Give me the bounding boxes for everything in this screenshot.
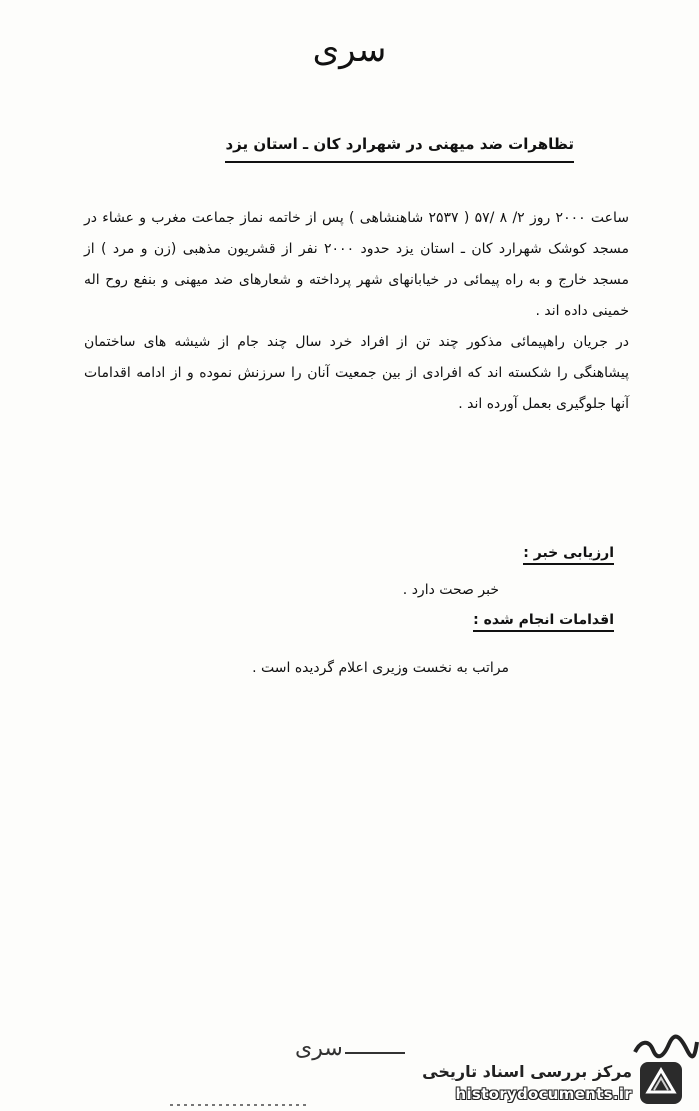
document-body — [84, 203, 629, 420]
archive-watermark — [414, 1060, 684, 1108]
evaluation-label: ارزیابی خبر : — [523, 545, 614, 565]
watermark-url[interactable]: historydocuments.ir — [455, 1085, 632, 1103]
classification-header: سری — [312, 30, 387, 70]
bottom-dotted-line — [170, 1104, 310, 1106]
archive-logo-icon — [638, 1060, 684, 1106]
document-subject: تظاهرات ضد میهنی در شهرارد کان ـ استان یزد — [225, 135, 574, 163]
actions-label: اقدامات انجام شده : — [473, 612, 614, 632]
body-paragraph: ساعت ۲۰۰۰ روز ۲/ ۸ /۵۷ ( ۲۵۳۷ شاهنشاهی ) پس از خاتمه نماز جماعت مغرب و عشاء در مسجد کوشک شهرارد کان ـ استان یزد حدود ۲۰۰۰ نفر از قشریون مذهبی (زن و مرد ) از مسجد خارج و به راه پیمائی در خیابانهای شهر پرداخته و شعارهای ضد میهنی و بنفع روح اله خمینی داده اند . — [84, 210, 629, 319]
evaluation-text: خبر صحت دارد . — [402, 582, 499, 598]
subject-block — [164, 134, 574, 163]
watermark-title: مرکز بررسی اسناد تاریخی — [422, 1062, 632, 1081]
classification-footer: سری — [295, 1036, 343, 1061]
body-paragraph: در جریان راهپیمائی مذکور چند تن از افراد خرد سال چند جام از شیشه های ساختمان پیشاهنگی را شکسته اند که افرادی از بین جمعیت آنان را سرزنش نموده و از ادامه اقدامات آنها جلوگیری بعمل آورده اند . — [84, 334, 629, 412]
actions-text: مراتب به نخست وزیری اعلام گردیده است . — [252, 660, 509, 676]
footer-stroke — [345, 1052, 405, 1054]
corner-scribble-icon — [629, 1034, 699, 1060]
